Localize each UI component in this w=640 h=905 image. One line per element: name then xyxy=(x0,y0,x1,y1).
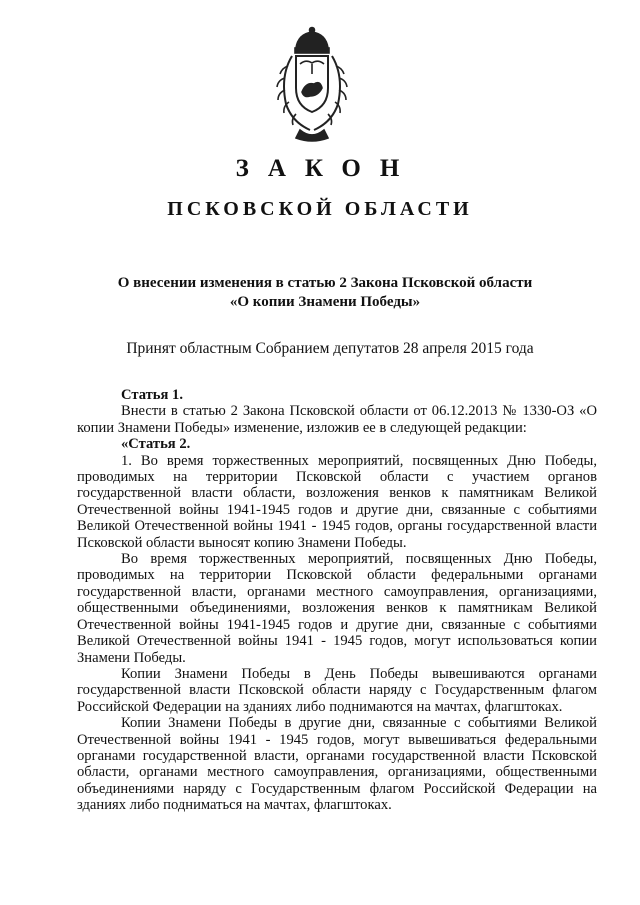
document-type-heading: ЗАКОН xyxy=(235,155,419,182)
article-1-heading: Статья 1. xyxy=(121,387,183,403)
region-heading: ПСКОВСКОЙ ОБЛАСТИ xyxy=(167,198,473,220)
quoted-article-2-heading: «Статья 2. xyxy=(121,436,191,453)
law-title xyxy=(60,274,590,312)
article-1-intro: Внести в статью 2 Закона Псковской области от 06.12.2013 № 1330-ОЗ «О копии Знамени Победы» изменение, изложив ее в следующей редакции: xyxy=(77,403,597,436)
paragraph-3: Копии Знамени Победы в День Победы вывешиваются органами государственной власти Псковской области наряду с Государственным флагом Российской Федерации на зданиях либо поднимаются на мачтах, флагштоках. xyxy=(77,665,597,715)
paragraph-4: Копии Знамени Победы в другие дни, связанные с событиями Великой Отечественной войны 1941 - 1945 годов, могут вывешиваться федеральными органами государственной власти, органами государственной власти Псковской области, органами местного самоуправления, организациями, общественными объединениями наряду с Государственным флагом Российской Федерации на зданиях либо подниматься на мачтах, флагштоках. xyxy=(77,715,597,814)
law-title-line-1: О внесении изменения в статью 2 Закона Псковской области xyxy=(117,275,533,291)
paragraph-1: 1. Во время торжественных мероприятий, посвященных Дню Победы, проводимых на территории Псковской области с участием органов государственной власти области, возложения венков к памятникам Великой Отечественной войны 1941-1945 годов и другие дни, связанные с событиями Великой Отечественной войны 1941 - 1945 годов, органы государственной власти Псковской области выносят копию Знамени Победы. xyxy=(77,452,597,551)
law-title-line-2: «О копии Знамени Победы» xyxy=(229,294,421,310)
paragraph-2: Во время торжественных мероприятий, посвященных Дню Победы, проводимых на территории Псковской области федеральными органами государственной власти, органами местного самоуправления, организациями, общественными объединениями, возложения венков к памятникам Великой Отечественной войны 1941-1945 годов и другие дни, связанные с событиями Великой Отечественной войны 1941 - 1945 годов, могут использоваться копии Знамени Победы. xyxy=(77,551,597,666)
coat-of-arms-emblem xyxy=(262,26,362,144)
law-body xyxy=(77,387,597,814)
adoption-note: Принят областным Собранием депутатов 28 апреля 2015 года xyxy=(126,340,534,357)
